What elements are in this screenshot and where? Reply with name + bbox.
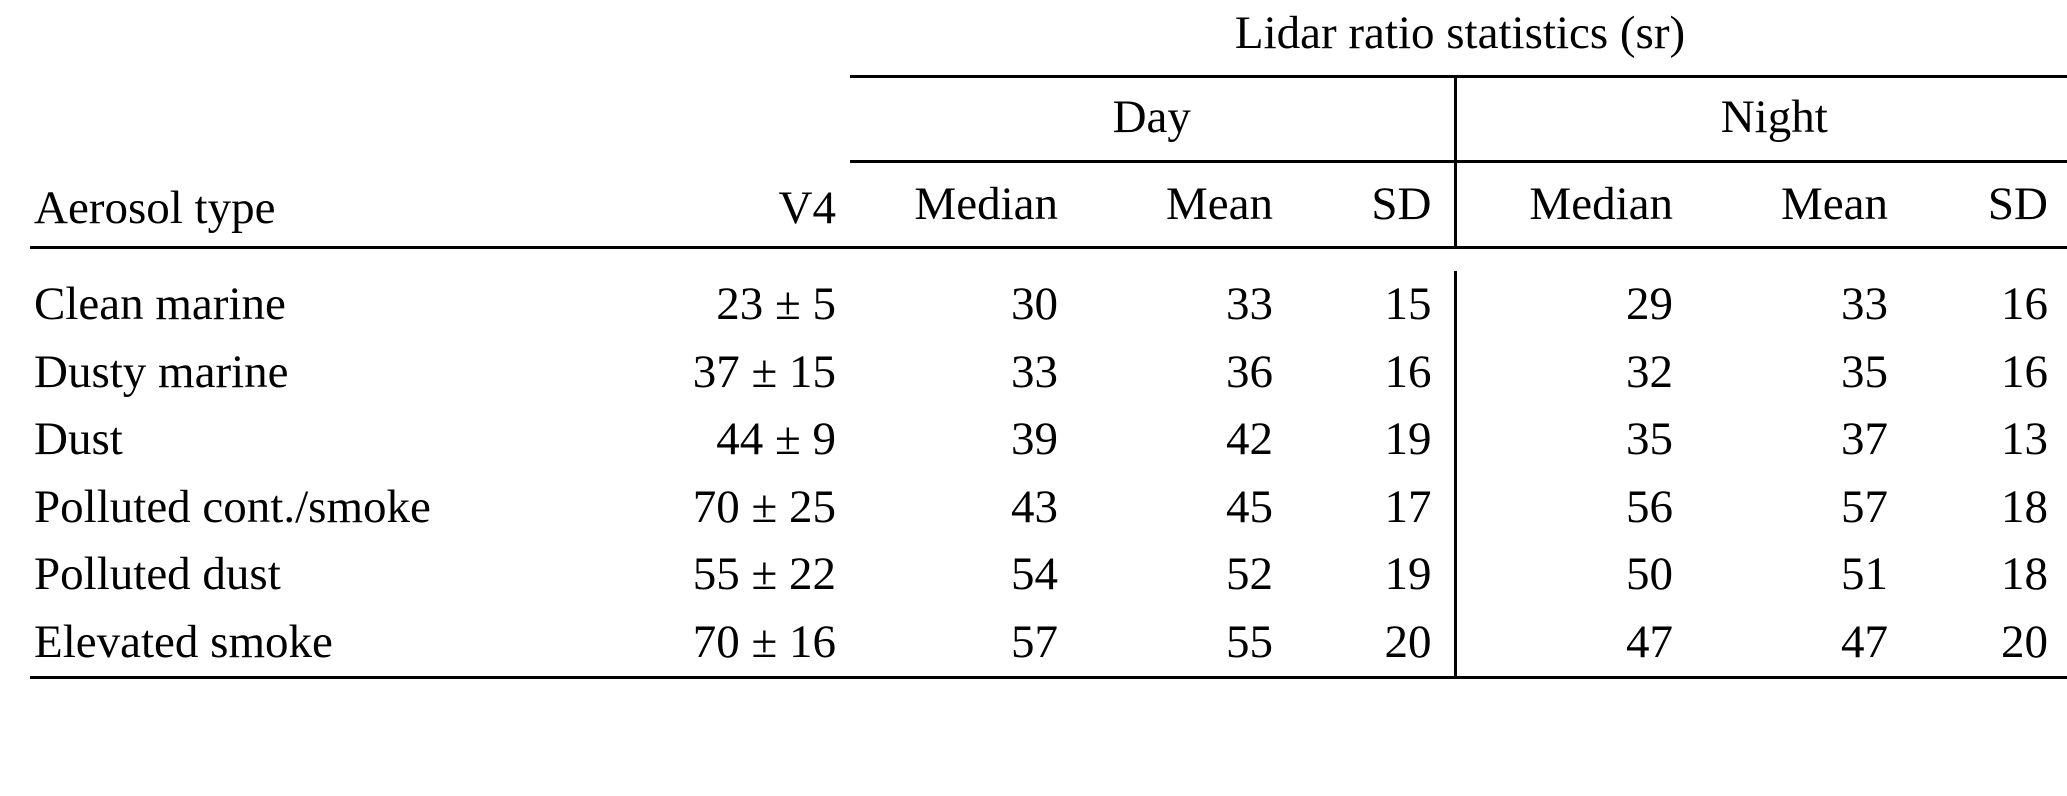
cell-day-median: 57	[1011, 615, 1058, 668]
cell-v4: 70 ± 16	[692, 615, 836, 668]
cell-aerosol-type: Elevated smoke	[34, 615, 333, 668]
cell-aerosol-type: Polluted cont./smoke	[34, 480, 431, 533]
header-row-top	[30, 6, 2067, 77]
table-row	[30, 609, 2067, 678]
cell-day-sd: 19	[1384, 548, 1432, 601]
column-group-header-lidar-ratio: Lidar ratio statistics (sr)	[850, 6, 2067, 77]
cell-day-mean: 45	[1226, 480, 1273, 533]
divider-line	[30, 248, 2067, 272]
column-group-header-day: Day	[850, 77, 1455, 161]
header-body-divider	[30, 248, 2067, 272]
table-body	[30, 248, 2067, 691]
cell-night-mean: 35	[1841, 345, 1888, 398]
cell-night-sd: 18	[2001, 548, 2049, 601]
cell-night-mean: 57	[1841, 480, 1888, 533]
column-header-night-mean: Mean	[1780, 177, 1888, 230]
column-header-v4: V4	[778, 181, 836, 234]
cell-day-sd: 20	[1384, 615, 1432, 668]
cell-day-median: 39	[1011, 413, 1058, 466]
cell-night-sd: 18	[2001, 480, 2049, 533]
cell-day-median: 30	[1011, 278, 1058, 331]
cell-day-sd: 19	[1384, 413, 1432, 466]
cell-aerosol-type: Dusty marine	[34, 345, 289, 398]
cell-day-median: 43	[1011, 480, 1058, 533]
cell-v4: 70 ± 25	[692, 480, 836, 533]
cell-night-median: 56	[1455, 474, 1695, 541]
table-bottom-rule	[30, 678, 2067, 692]
lidar-ratio-statistics-table	[30, 6, 2067, 691]
cell-v4: 55 ± 22	[692, 548, 836, 601]
column-header-day-sd: SD	[1371, 177, 1432, 230]
cell-aerosol-type: Dust	[34, 413, 123, 466]
cell-night-sd: 16	[2001, 345, 2049, 398]
cell-night-mean: 47	[1841, 615, 1888, 668]
cell-day-mean: 33	[1226, 278, 1273, 331]
table-row	[30, 271, 2067, 338]
cell-night-sd: 20	[2001, 615, 2049, 668]
cell-night-sd: 16	[2001, 278, 2049, 331]
table-row	[30, 339, 2067, 406]
cell-night-median: 32	[1455, 339, 1695, 406]
cell-v4: 23 ± 5	[716, 278, 836, 331]
cell-day-mean: 36	[1226, 345, 1273, 398]
column-header-night-sd: SD	[1987, 177, 2049, 230]
cell-day-sd: 17	[1384, 480, 1432, 533]
column-header-day-median: Median	[914, 177, 1058, 230]
cell-night-mean: 33	[1841, 278, 1888, 331]
divider-line	[30, 678, 2067, 692]
cell-day-sd: 15	[1384, 278, 1432, 331]
cell-day-median: 54	[1011, 548, 1058, 601]
cell-night-median: 47	[1455, 609, 1695, 678]
cell-day-sd: 16	[1384, 345, 1432, 398]
cell-night-median: 50	[1455, 541, 1695, 608]
cell-night-median: 29	[1455, 271, 1695, 338]
cell-night-mean: 51	[1841, 548, 1888, 601]
column-header-night-median: Median	[1455, 161, 1695, 247]
cell-night-mean: 37	[1841, 413, 1888, 466]
cell-day-mean: 52	[1226, 548, 1273, 601]
table-row	[30, 406, 2067, 473]
table-row	[30, 541, 2067, 608]
cell-day-mean: 42	[1226, 413, 1273, 466]
cell-v4: 37 ± 15	[692, 345, 836, 398]
cell-night-median: 35	[1455, 406, 1695, 473]
cell-night-sd: 13	[2001, 413, 2049, 466]
cell-v4: 44 ± 9	[716, 413, 836, 466]
cell-day-mean: 55	[1226, 615, 1273, 668]
column-group-header-night: Night	[1455, 77, 2067, 161]
table-row	[30, 474, 2067, 541]
column-header-day-mean: Mean	[1165, 177, 1273, 230]
cell-aerosol-type: Polluted dust	[34, 548, 281, 601]
table-header	[30, 6, 2067, 248]
cell-day-median: 33	[1011, 345, 1058, 398]
cell-aerosol-type: Clean marine	[34, 278, 286, 331]
column-header-aerosol-type: Aerosol type	[34, 181, 276, 234]
